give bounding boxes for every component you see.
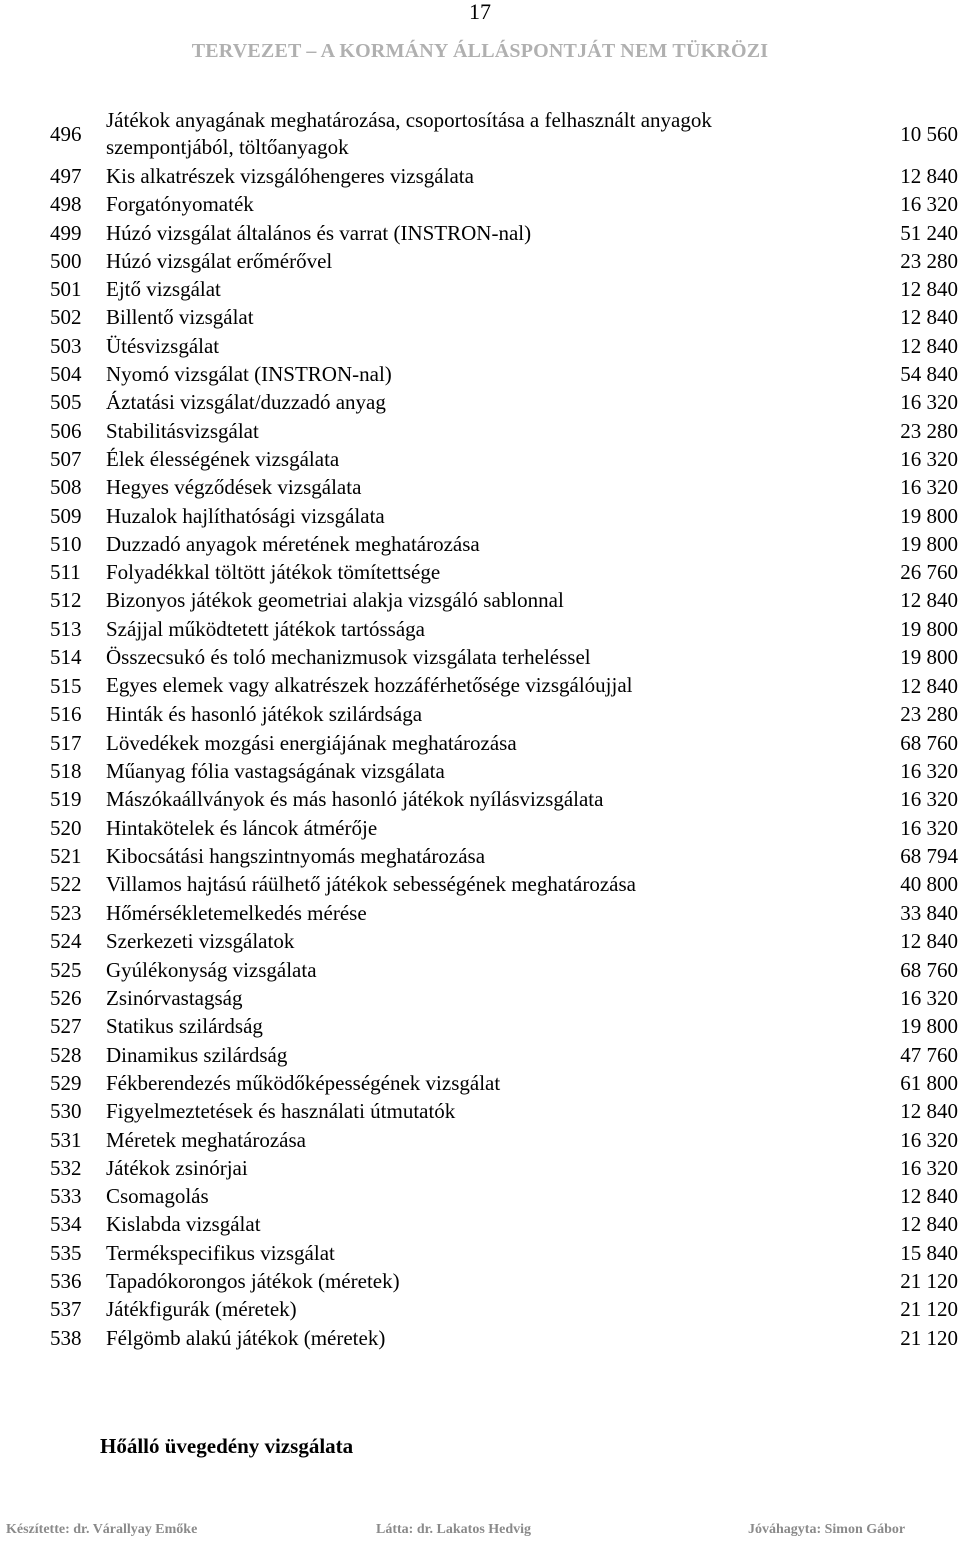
row-price: 47 760 [900, 1042, 958, 1067]
row-price: 12 840 [900, 164, 958, 188]
section-heading: Hőálló üvegedény vizsgálata [100, 1434, 354, 1458]
row-price: 21 120 [900, 1268, 958, 1293]
row-number: 509 [50, 503, 82, 528]
row-price: 68 760 [900, 730, 958, 755]
row-number: 520 [50, 815, 82, 840]
table-row [44, 303, 960, 331]
row-price: 21 120 [900, 1297, 958, 1322]
row-test-name: Hintakötelek és láncok átmérője [106, 815, 378, 840]
row-test-name: Mászókaállványok és más hasonló játékok nyílásvizsgálata [106, 787, 604, 812]
row-test-name: Húzó vizsgálat erőmérővel [106, 248, 333, 273]
table-row [44, 1267, 960, 1295]
table-row [44, 785, 960, 813]
row-price: 54 840 [900, 362, 958, 387]
table-row [44, 1239, 960, 1267]
row-number: 535 [50, 1240, 82, 1265]
row-price: 12 840 [900, 333, 958, 358]
row-price: 68 760 [900, 957, 958, 982]
row-number: 505 [50, 390, 82, 415]
row-price: 16 320 [900, 758, 958, 783]
row-price: 12 840 [900, 277, 958, 302]
row-number: 507 [50, 446, 82, 471]
row-test-name: Folyadékkal töltött játékok tömítettsége [106, 560, 441, 585]
row-number: 523 [50, 901, 82, 926]
table-row [44, 190, 960, 218]
row-number: 496 [50, 121, 82, 146]
row-number: 515 [50, 673, 82, 698]
row-test-name: Kibocsátási hangszintnyomás meghatározása [106, 843, 486, 868]
row-price: 16 320 [900, 446, 958, 471]
table-row [44, 332, 960, 360]
row-price: 19 800 [900, 645, 958, 670]
row-number: 503 [50, 333, 82, 358]
row-test-name: Méretek meghatározása [106, 1127, 306, 1152]
table-row [44, 162, 960, 190]
row-test-name: Dinamikus szilárdság [106, 1042, 288, 1067]
row-price: 23 280 [900, 702, 958, 727]
table-row [44, 473, 960, 501]
table-row [44, 1210, 960, 1238]
table-row [44, 729, 960, 757]
row-test-name: Csomagolás [106, 1184, 209, 1209]
row-test-name: Játékfigurák (méretek) [106, 1297, 297, 1322]
row-number: 510 [50, 531, 82, 556]
row-price: 23 280 [900, 248, 958, 273]
row-test-name: Szerkezeti vizsgálatok [106, 929, 295, 954]
row-test-name: Stabilitásvizsgálat [106, 418, 259, 443]
row-test-name: Tapadókorongos játékok (méretek) [106, 1268, 400, 1293]
table-row [44, 247, 960, 275]
row-price: 40 800 [900, 872, 958, 897]
table-row [44, 842, 960, 870]
page-footer [0, 1520, 960, 1542]
row-number: 499 [50, 220, 82, 245]
row-price: 16 320 [900, 475, 958, 500]
row-number: 524 [50, 929, 82, 954]
table-row [44, 558, 960, 586]
row-number: 519 [50, 787, 82, 812]
row-test-name: Forgatónyomaték [106, 192, 254, 217]
row-number: 497 [50, 164, 82, 188]
row-price: 19 800 [900, 616, 958, 641]
row-number: 525 [50, 957, 82, 982]
row-number: 501 [50, 277, 82, 302]
row-test-name: Húzó vizsgálat általános és varrat (INSTRON-nal) [106, 220, 532, 245]
row-test-name: Fékberendezés működőképességének vizsgálat [106, 1070, 501, 1095]
table-row [44, 1182, 960, 1210]
table-row [44, 275, 960, 303]
row-price: 12 840 [900, 1212, 958, 1237]
table-row [44, 700, 960, 728]
row-number: 526 [50, 986, 82, 1011]
row-number: 530 [50, 1099, 82, 1124]
row-price: 19 800 [900, 531, 958, 556]
row-number: 529 [50, 1070, 82, 1095]
row-price: 16 320 [900, 1155, 958, 1180]
row-test-name: Hegyes végződések vizsgálata [106, 475, 362, 500]
table-row [44, 1126, 960, 1154]
row-test-name: Ütésvizsgálat [106, 333, 220, 358]
row-number: 502 [50, 305, 82, 330]
table-row [44, 956, 960, 984]
row-number: 513 [50, 616, 82, 641]
table-row [44, 814, 960, 842]
price-table-body [44, 106, 960, 1352]
row-price: 16 320 [900, 192, 958, 217]
row-price: 26 760 [900, 560, 958, 585]
row-price: 15 840 [900, 1240, 958, 1265]
row-test-name: Ejtő vizsgálat [106, 277, 221, 302]
row-test-name: Áztatási vizsgálat/duzzadó anyag [106, 390, 386, 415]
row-number: 528 [50, 1042, 82, 1067]
row-number: 514 [50, 645, 82, 670]
row-number: 531 [50, 1127, 82, 1152]
row-price: 12 840 [900, 1099, 958, 1124]
table-row [44, 1012, 960, 1040]
row-number: 536 [50, 1268, 82, 1293]
row-test-name: Billentő vizsgálat [106, 305, 254, 330]
table-row [44, 1154, 960, 1182]
row-number: 500 [50, 248, 82, 273]
row-price: 12 840 [900, 673, 958, 698]
footer-approved-by: Jóváhagyta: Simon Gábor [748, 1522, 906, 1537]
row-price: 12 840 [900, 1184, 958, 1209]
row-test-name: Egyes elemek vagy alkatrészek hozzáférhetősége vizsgálóujjal [106, 673, 633, 698]
row-number: 512 [50, 588, 82, 613]
table-row [44, 870, 960, 899]
row-number: 532 [50, 1155, 82, 1180]
draft-header: TERVEZET – A KORMÁNY ÁLLÁSPONTJÁT NEM TÜKRÖZI [191, 40, 769, 62]
table-row [44, 1324, 960, 1352]
row-test-name: Termékspecifikus vizsgálat [106, 1240, 335, 1265]
row-test-name: Összecsukó és toló mechanizmusok vizsgálata terheléssel [106, 645, 591, 670]
table-row [44, 417, 960, 445]
table-row [44, 671, 960, 700]
row-price: 19 800 [900, 1014, 958, 1039]
table-row [44, 1069, 960, 1097]
row-test-name: Bizonyos játékok geometriai alakja vizsgáló sablonnal [106, 588, 564, 613]
row-number: 527 [50, 1014, 82, 1039]
row-number: 517 [50, 730, 82, 755]
row-number: 511 [50, 560, 81, 585]
table-row [44, 502, 960, 530]
row-test-name: Lövedékek mozgási energiájának meghatározása [106, 730, 517, 755]
page-number: 17 [469, 0, 491, 24]
table-row [44, 1295, 960, 1323]
row-price: 68 794 [900, 843, 958, 868]
row-price: 12 840 [900, 305, 958, 330]
table-row [44, 927, 960, 955]
row-price: 16 320 [900, 787, 958, 812]
row-number: 538 [50, 1325, 82, 1350]
table-row [44, 615, 960, 643]
row-price: 12 840 [900, 929, 958, 954]
row-test-name: Hőmérsékletemelkedés mérése [106, 901, 367, 926]
footer-seen-by: Látta: dr. Lakatos Hedvig [376, 1522, 532, 1537]
row-price: 10 560 [900, 121, 958, 146]
row-price: 19 800 [900, 503, 958, 528]
row-number: 533 [50, 1184, 82, 1209]
table-row [44, 219, 960, 247]
row-price: 21 120 [900, 1325, 958, 1350]
row-number: 521 [50, 843, 82, 868]
row-price: 16 320 [900, 390, 958, 415]
table-row [44, 106, 960, 162]
row-price: 33 840 [900, 901, 958, 926]
row-price: 16 320 [900, 1127, 958, 1152]
row-test-name: Játékok zsinórjai [106, 1155, 248, 1180]
row-number: 498 [50, 192, 82, 217]
row-test-name: Nyomó vizsgálat (INSTRON-nal) [106, 362, 392, 387]
table-row [44, 643, 960, 671]
row-number: 508 [50, 475, 82, 500]
table-row [44, 530, 960, 558]
table-row [44, 1041, 960, 1069]
row-number: 522 [50, 872, 82, 897]
row-test-name: Duzzadó anyagok méretének meghatározása [106, 531, 480, 556]
row-test-name: Műanyag fólia vastagságának vizsgálata [106, 758, 445, 783]
row-number: 506 [50, 418, 82, 443]
row-test-name: Huzalok hajlíthatósági vizsgálata [106, 503, 385, 528]
table-row [44, 1097, 960, 1125]
row-test-name: Kis alkatrészek vizsgálóhengeres vizsgálata [106, 164, 474, 188]
table-row [44, 445, 960, 473]
footer-prepared-by: Készítette: dr. Várallyay Emőke [6, 1522, 198, 1537]
row-test-name: Szájjal működtetett játékok tartóssága [106, 616, 425, 641]
table-row [44, 899, 960, 927]
row-price: 12 840 [900, 588, 958, 613]
row-test-name: Zsinórvastagság [106, 986, 243, 1011]
row-price: 16 320 [900, 986, 958, 1011]
row-test-name: Gyúlékonyság vizsgálata [106, 957, 317, 982]
row-price: 51 240 [900, 220, 958, 245]
row-test-name: Figyelmeztetések és használati útmutatók [106, 1099, 456, 1124]
row-test-name: Statikus szilárdság [106, 1014, 263, 1039]
row-test-name: Élek élességének vizsgálata [106, 446, 340, 471]
row-price: 23 280 [900, 418, 958, 443]
row-test-name: Kislabda vizsgálat [106, 1212, 261, 1237]
row-number: 504 [50, 362, 82, 387]
row-price: 16 320 [900, 815, 958, 840]
row-number: 534 [50, 1212, 82, 1237]
row-number: 516 [50, 702, 82, 727]
table-row [44, 757, 960, 785]
table-row [44, 388, 960, 416]
row-test-name: Hinták és hasonló játékok szilárdsága [106, 702, 423, 727]
row-price: 61 800 [900, 1070, 958, 1095]
table-row [44, 586, 960, 614]
row-test-name: Félgömb alakú játékok (méretek) [106, 1325, 386, 1350]
table-row [44, 984, 960, 1012]
table-row [44, 360, 960, 388]
price-table [44, 106, 960, 1352]
row-number: 518 [50, 758, 82, 783]
row-test-name: Villamos hajtású ráülhető játékok sebességének meghatározása [106, 872, 636, 897]
row-test-name: Játékok anyagának meghatározása, csoportosítása a felhasznált anyagok szempontjából, töltőanyagok [106, 108, 712, 159]
row-number: 537 [50, 1297, 82, 1322]
